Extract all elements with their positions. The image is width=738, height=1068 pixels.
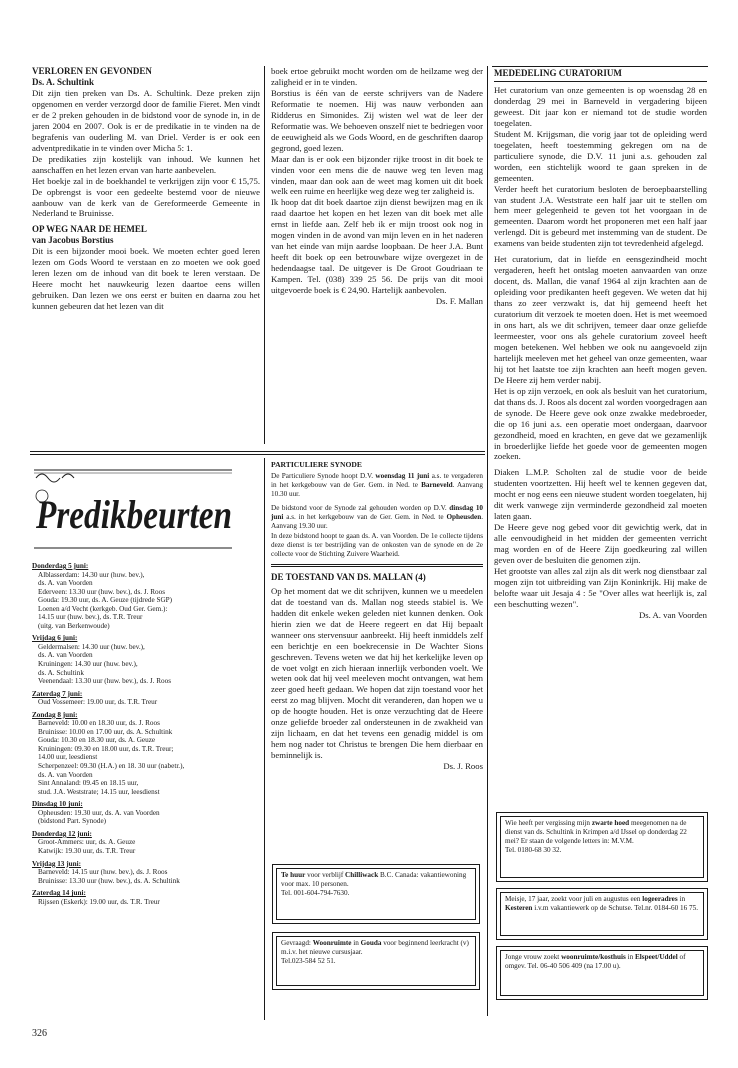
hemel-p5: Ik hoop dat dit boek daartoe zijn dienst bewijzen mag en ik raad daartoe het kopen en het lezen van dit boek met alle ernst in liefde aan. Zelf heb ik er mijn troost ook nog in mogen vinden in de avond van mijn leven en in het naderen van het einde van mijn aardse loopbaan. De heer J.A. Bunt heeft dit boek op een betrouwbare wijze overgezet in de hedendaagse taal. De uitgever is De Groot Goudriaan te Kampen. Tel. (038) 339 25 56. De prijs van dit mooi uitgevoerde boek is € 24,90. Hartelijk aanbevolen. (271, 197, 483, 296)
section-divider (30, 451, 485, 452)
ad-chilliwack (272, 864, 480, 924)
preekbeurten-logo-text: Predikbeurten (35, 492, 232, 537)
column-bottom-middle (271, 460, 483, 840)
schedule-line: 14.15 uur (huw. bev.), ds. T.R. Treur (38, 613, 143, 622)
synode-p1-text: De Particuliere Synode hoopt D.V. (271, 472, 374, 480)
synode-p1-text: . Aanvang 10.30 uur. (271, 481, 484, 499)
curatorium-p8: Het grootste van alles zal zijn als dit werk nog dienstbaar zal mogen zijn tot uitbreiding van Zijn Koninkrijk. Hij make de belofte waar uit Jesaja 4 : 5e "Over alles wat heerlijk is, zal een beschutting wezen". (494, 565, 707, 609)
schedule-line: Ederveen: 13.30 uur (huw. bev.), ds. J. Roos (38, 587, 166, 596)
schedule-day (32, 690, 260, 707)
schedule-line: ds. A. van Voorden (38, 579, 93, 588)
ad-logeeradres (496, 888, 708, 940)
ad-text: of omgev. Tel. 06-40 506 409 (na 17.00 u). (505, 953, 686, 971)
schedule-line: 14.00 uur, leesdienst (38, 753, 98, 762)
schedule-line: Bruinisse: 13.30 uur (huw. bev.), ds. A. Schultink (38, 876, 180, 885)
schedule-day (32, 889, 260, 906)
schedule-line: Oud Vossemeer: 19.00 uur, ds. T.R. Treur (38, 698, 158, 707)
ad-text: meegenomen na de dienst van ds. Schultink in Krimpen a/d IJssel op donderdag 22 mei? Er staan de volgende letters in: M.V.M. (505, 819, 687, 846)
schedule-line: stud. J.A. Weststrate; 14.15 uur, leesdienst (38, 787, 160, 796)
curatorium-p4: Het curatorium, dat in liefde en eensgezindheid mocht vergaderen, heeft het ontslag moeten aanvaarden van onze docent, ds. Mallan, die vanaf 1964 al zijn krachten aan de opleiding voor predikanten heeft gegeven. We weten dat hij thans zo zeer verzwakt is, dat hij gemeend heeft het curatorium dit verzoek te moeten doen. Het is met weemoed in ons hart, als we dit schrijven, temeer daar onze geliefde leermeester, voor ons als gehele curatorium zoveel heeft mogen betekenen. Wel hebben we ook nu aangevoeld zijn hartelijk meeleven met het geheel van onze gemeenten, waar hij tot het laatste toe zijn krachten aan heeft mogen geven. De Heere zij hem verder nabij. (494, 254, 707, 385)
schedule-day (32, 830, 260, 856)
section-divider (492, 66, 708, 67)
section-divider (271, 564, 483, 565)
column-divider (264, 66, 265, 444)
section-divider (30, 454, 485, 455)
schedule-line: Groot-Ammers: uur, ds. A. Geuze (38, 838, 136, 847)
day-heading: Vrijdag 13 juni: (32, 859, 81, 868)
ad-text: voor beginnend leerkracht (v) m.i.v. het nieuwe cursusjaar. (281, 939, 469, 957)
curatorium-p1: Het curatorium van onze gemeenten is op woensdag 28 en donderdag 29 mei in Barneveld in vergadering bijeen geweest. Dit jaar kon er niemand tot de studie worden toegelaten. (494, 85, 707, 128)
ad-text: Jonge vrouw zoekt (505, 953, 560, 961)
schedule-day (32, 562, 260, 630)
ad-keyword: logeeradres (642, 895, 678, 903)
mallan-title: DE TOESTAND VAN DS. MALLAN (4) (271, 571, 426, 582)
curatorium-p2: Student M. Krijgsman, die vorig jaar tot de opleiding werd toegelaten, heeft toestemming gekregen om na de particuliere synode, die D.V. 11 juni a.s. gehouden zal worden, een stichtelijk woord te gaan spreken in de gemeenten. (494, 128, 707, 183)
schedule-day (32, 634, 260, 685)
ad-keyword: zwarte hoed (591, 819, 630, 827)
ad-keyword: Te huur (281, 871, 306, 879)
hemel-title: OP WEG NAAR DE HEMEL (32, 224, 147, 235)
ad-phone: Tel. 0180-68 30 32. (505, 846, 562, 855)
curatorium-p3: Verder heeft het curatorium besloten de beroepbaarstelling van student J.A. Weststrate een half jaar uit te stellen om hem meer gelegenheid te geven tot het voorgaan in de gemeenten. Daarom wordt het proponeren met een half jaar verlengd. Dit is gebeurd met instemming van de student. De examens van beide studenten zijn tot tevredenheid afgelegd. (494, 183, 707, 249)
bidstond-place-highlight: Opheusden (446, 513, 482, 522)
verloren-title: VERLOREN EN GEVONDEN (32, 66, 152, 76)
schedule-line: ds. A. van Voorden (38, 770, 93, 779)
verloren-p1: Dit zijn tien preken van Ds. A. Schultink. Deze preken zijn opgenomen en verder verzorgd door de familie Fieret. Men vindt er de 2 preken gehouden in de bidstond voor de synode in, in de jaren 2004 en 2007. Ook is er de predikatie in te vinden na de begrafenis van ouderling M. van Driel. Verder is er ook een adventpredikatie in te vinden over Micha 5: 1. (32, 88, 260, 153)
ad-zwarte-hoed (496, 812, 708, 882)
column-right (494, 68, 707, 788)
schedule-line: Veenendaal: 13.30 uur (huw. bev.), ds. J. Roos (38, 677, 172, 686)
hemel-p4: Maar dan is er ook een bijzonder rijke troost in dit boek te vinden voor een mens die de nauwe weg ten leven mag vinden, maar dan ook aan de weet mag komen uit dit boek welk een ruime en heerlijke weg deze weg ter zaligheid is. (271, 153, 483, 197)
synode-p1-text: a.s. te vergaderen in het kerkgebouw van de Ger. Gem. in Ned. te (271, 472, 484, 490)
schedule-line: (bidstond Part. Synode) (38, 817, 107, 826)
schedule-line: Barneveld: 10.00 en 18.30 uur, ds. J. Roos (38, 719, 160, 728)
curatorium-p7: De Heere geve nog gebed voor dit gewichtig werk, dat in alle eenvoudigheid in het midden der gemeenten verricht mag worden en of de Heere Zijn goedkeuring zal willen geven over de besluiten die genomen zijn. (494, 522, 707, 566)
schedule-line: Alblasserdam: 14.30 uur (huw. bev.), (38, 570, 145, 579)
column-top-left (32, 66, 260, 446)
ad-kosthuis-content (500, 950, 704, 996)
schedule-line: (uitg. van Berkenwoude) (38, 621, 110, 630)
ad-text: B.C. Canada: vakantiewoning voor max. 10 personen. (281, 871, 467, 889)
schedule-line: Barneveld: 14.15 uur (huw. bev.), ds. J. Roos (38, 868, 168, 877)
verloren-p3: Het boekje zal in de boekhandel te verkrijgen zijn voor € 15,75. De opbrengst is voor een gedeelte bestemd voor de nieuwe aanbouw van de kerk van de Gereformeerde Gemeente in Nederland te Bruinisse. (32, 175, 260, 219)
curatorium-p6: Diaken L.M.P. Scholten zal de studie voor de beide studenten voortzetten. Hij heeft wel te kennen gegeven dat, mocht er nog eens een nieuwe student worden toegelaten, hij dit werk vanwege zijn verminderde gezondheid zal moeten laten gaan. (494, 467, 707, 522)
ad-gouda-content (276, 936, 476, 986)
mallan-p1: Op het moment dat we dit schrijven, kunnen we u meedelen dat de toestand van ds. Mallan nog steeds stabiel is. We hadden dit enkele weken geleden niet kunnen denken. Ook hierin zien we dat de Heere regeert en dat Hij bepaalt wanneer ons stervensuur aanbreekt. Hij heeft inmiddels zelf een berichtje en een boekrecensie in De Wachter Sions geschreven. Tevens weten we dat hij het kerkelijke leven op de voet volgt en zich hieraan innerlijk verbonden voelt. We weten ook dat hij veel meeleven mocht ontvangen, wat hem zeer goed heeft gedaan. We hopen dat zijn toestand voor het eerst zo mag blijven. Mocht dit veranderen, dan hopen we u op de hoogte houden. Het is onze verzuchting dat de Heere onze geliefde broeder zal ondersteunen in de zwakheid van zijn lichaam, en dat het tevens een genadig middel is om hem nog nader tot Christus te brengen Die hem dierbaar en beminnelijk is. (271, 585, 483, 761)
curatorium-p5: Het is op zijn verzoek, en ook als besluit van het curatorium, dat thans ds. J. Roos als docent zal worden voorgedragen aan de synode. De Heere geve ook onze zwakke medebroeder, die op 16 juni a.s. een operatie moet ondergaan, daarvoor gezondheid, moed en krachten, en geve dat we gezamenlijk in broederlijke liefde het goede voor de gemeenten mogen zoeken. (494, 385, 707, 462)
ad-text: in (627, 953, 634, 961)
schedule-line: Geldermalsen: 14.30 uur (huw. bev.), (38, 642, 145, 651)
schedule-line: Loenen a/d Vecht (kerkgeb. Oud Ger. Gem.): (38, 604, 168, 613)
schedule-line: Kruiningen: 09.30 en 18.00 uur, ds. T.R. Treur; (38, 744, 174, 753)
hemel-p1: Dit is een bijzonder mooi boek. We moeten echter goed leren lezen om Gods Woord te verstaan en zo moeten we ook goed leren lezen om de inhoud van dit boek te leren verstaan. De Heere mocht het nauwkeurig lezen daartoe eens willen gebruiken. Dan lezen we ons eerst er buiten en daarna zou het kunnen gebeuren dat het lezen van dit (32, 246, 260, 312)
schedule-line: ds. A. van Voorden (38, 651, 93, 660)
hemel-p3: Borstius is één van de eerste schrijvers van de Nadere Reformatie te noemen. Hij was nauw verbonden aan Ridderus en Simonides. Zij wisten wel wat de leer der Reformatie was. We behoeven onszelf niet te bedriegen voor de eeuwigheid als we Gods Woord, en de geschriften daarop gegrond, goed lezen. (271, 87, 483, 153)
ad-zwarte-hoed-content (500, 816, 704, 878)
ad-keyword: Kesteren (505, 904, 533, 913)
page-number: 326 (32, 1028, 47, 1039)
day-heading: Donderdag 5 juni: (32, 562, 89, 570)
schedule-line: Katwijk: 19.30 uur, ds. T.R. Treur (38, 846, 136, 855)
schedule-line: Sint Annaland: 09.45 en 18.15 uur, (38, 779, 139, 788)
hemel-subtitle: van Jacobus Borstius (32, 235, 114, 246)
title-underline (494, 81, 707, 82)
day-heading: Zondag 8 juni: (32, 710, 78, 719)
preekbeurten-schedule (32, 558, 260, 1028)
mallan-signature: Ds. J. Roos (443, 761, 483, 772)
ad-text: Gevraagd: (281, 939, 311, 947)
preekbeurten-logo (32, 466, 237, 554)
ad-phone: Tel. 001-604-794-7630. (281, 889, 350, 898)
ad-text: in (679, 895, 686, 903)
ad-keyword: Woonruimte (312, 939, 352, 947)
preekbeurten-logo-art (32, 466, 237, 554)
schedule-line: Kruiningen: 14.30 uur (huw. bev.), (38, 660, 138, 669)
schedule-day (32, 860, 260, 886)
ad-gouda (272, 932, 480, 990)
day-heading: Zaterdag 14 juni: (32, 889, 86, 898)
ad-text: voor verblijf (307, 871, 344, 879)
synode-p1 (271, 472, 483, 499)
column-divider (264, 458, 265, 1020)
schedule-line: Rijssen (Eskerk): 19.00 uur, ds. T.R. Treur (38, 897, 160, 906)
ad-logeeradres-content (500, 892, 704, 936)
ad-phone: Tel.023-584 52 51. (281, 957, 336, 966)
ad-keyword: Elspeet/Uddel (634, 953, 678, 961)
hemel-signature: Ds. F. Mallan (435, 296, 483, 307)
ad-chilliwack-content (276, 868, 476, 920)
synode-p2-text: a.s. in het kerkgebouw van de Ger. Gem. in Ned. te (286, 513, 444, 522)
hemel-p2: boek ertoe gebruikt mocht worden om de heilzame weg der zaligheid er in te vinden. (271, 66, 483, 87)
column-divider (487, 66, 488, 1016)
ad-text: i.v.m vakantiewerk op de Schutse. Tel.nr. 0184-60 16 75. (534, 904, 698, 913)
bidstond-date-highlight: dinsdag 10 juni (271, 504, 484, 522)
ad-keyword: Gouda (360, 939, 382, 947)
day-heading: Dinsdag 10 juni: (32, 800, 83, 809)
synode-p2-text: . Aanvang 19.30 uur. (271, 513, 483, 531)
verloren-p2: De predikaties zijn kostelijk van inhoud. We kunnen het aanschaffen en het lezen ervan van harte aanbevelen. (32, 153, 260, 175)
ad-keyword: Chilliwack (345, 871, 379, 879)
curatorium-signature: Ds. A. van Voorden (639, 609, 707, 620)
schedule-line: Gouda: 19.30 uur, ds. A. Geuze (tijdrede SGP) (38, 596, 173, 605)
synode-title: PARTICULIERE SYNODE (271, 460, 362, 469)
schedule-line: ds. A. Schultink (38, 668, 84, 677)
ad-text: in (353, 939, 359, 947)
synode-date-highlight: woensdag 11 juni (375, 472, 430, 480)
schedule-line: Scherpenzeel: 09.30 (H.A.) en 18. 30 uur (nabetr.), (38, 762, 185, 771)
synode-place-highlight: Barneveld (421, 481, 453, 490)
ad-keyword: woonruimte/kosthuis (561, 953, 626, 961)
verloren-subtitle: Ds. A. Schultink (32, 77, 95, 87)
schedule-line: Bruinisse: 10.00 en 17.00 uur, ds. A. Schultink (38, 727, 173, 736)
schedule-line: Gouda: 10.30 en 18.30 uur, ds. A. Geuze (38, 736, 156, 745)
ad-text: Wie heeft per vergissing mijn (505, 819, 591, 827)
ad-text: Meisje, 17 jaar, zoekt voor juli en augustus een (505, 895, 641, 903)
day-heading: Donderdag 12 juni: (32, 829, 92, 838)
curatorium-title: MEDEDELING CURATORIUM (494, 68, 622, 78)
schedule-day (32, 711, 260, 796)
synode-p3: In deze bidstond hoopt te gaan ds. A. van Voorden. De 1e collecte tijdens deze dienst is ter bestrijding van de onkosten van de synode en de 2e collecte voor de Stichting Zuivere Waarheid. (271, 531, 483, 558)
schedule-day (32, 800, 260, 826)
synode-p2 (271, 504, 483, 531)
column-top-middle (271, 66, 483, 448)
section-divider (271, 566, 483, 567)
day-heading: Vrijdag 6 juni: (32, 634, 78, 643)
day-heading: Zaterdag 7 juni: (32, 689, 83, 698)
synode-p2-text: De bidstond voor de Synode zal gehouden worden op D.V. (271, 504, 447, 513)
ad-kosthuis (496, 946, 708, 1000)
schedule-line: Opheusden: 19.30 uur, ds. A. van Voorden (38, 808, 160, 817)
